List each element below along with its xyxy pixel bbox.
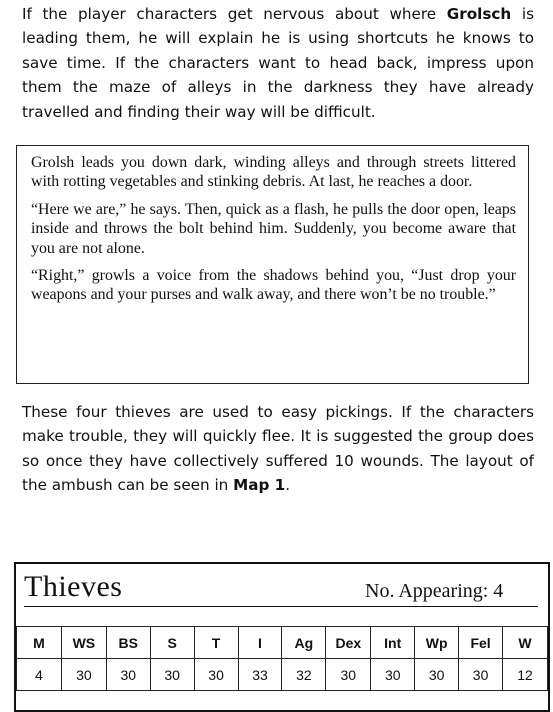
title-rule xyxy=(24,606,538,607)
stat-header-4: T xyxy=(194,627,238,659)
stat-value-3: 30 xyxy=(150,659,194,691)
ambush-text-end: . xyxy=(285,476,291,495)
stat-value-10: 30 xyxy=(459,659,503,691)
stat-header-6: Ag xyxy=(282,627,326,659)
intro-text-start: If the player characters get nervous about where xyxy=(22,5,447,23)
stat-block xyxy=(14,562,550,712)
stat-value-2: 30 xyxy=(106,659,150,691)
ambush-text: These four thieves are used to easy pickings. If the characters make trouble, they will quickly flee. It is suggested the group does so once they have collectively suffered 10 wounds. The layout of the ambush can be seen in xyxy=(22,403,534,495)
read-aloud-paragraph-1: Grolsh leads you down dark, winding alleys and through streets littered with rotting vegetables and stinking debris. At last, he reaches a door. xyxy=(31,154,516,191)
stat-header-5: I xyxy=(238,627,282,659)
stat-header-7: Dex xyxy=(326,627,371,659)
stat-value-0: 4 xyxy=(17,659,62,691)
number-appearing: No. Appearing: 4 xyxy=(365,580,504,602)
stat-header-3: S xyxy=(150,627,194,659)
read-aloud-box xyxy=(16,145,529,384)
map-reference: Map 1 xyxy=(233,476,286,495)
stat-value-8: 30 xyxy=(371,659,415,691)
stat-header-9: Wp xyxy=(415,627,459,659)
stat-value-1: 30 xyxy=(61,659,106,691)
read-aloud-paragraph-3: “Right,” growls a voice from the shadows behind you, “Just drop your weapons and your purses and walk away, and there won’t be no trouble.” xyxy=(31,267,516,304)
stat-value-7: 30 xyxy=(326,659,371,691)
stat-value-6: 32 xyxy=(282,659,326,691)
stats-header-row xyxy=(17,627,548,659)
stat-block-title: Thieves xyxy=(24,570,123,603)
stat-header-10: Fel xyxy=(459,627,503,659)
intro-text-end: is leading them, he will explain he is using shortcuts he knows to save time. If the characters want to head back, impress upon them the maze of alleys in the darkness they have already travelled and finding their way will be difficult. xyxy=(22,5,534,121)
stat-value-11: 12 xyxy=(503,659,548,691)
intro-paragraph xyxy=(22,2,534,124)
stat-value-9: 30 xyxy=(415,659,459,691)
stat-value-4: 30 xyxy=(194,659,238,691)
stat-header-1: WS xyxy=(61,627,106,659)
stats-value-row xyxy=(17,659,548,691)
stats-table xyxy=(16,626,548,691)
read-aloud-paragraph-2: “Here we are,” he says. Then, quick as a flash, he pulls the door open, leaps inside and throws the bolt behind him. Suddenly, you become aware that you are not alone. xyxy=(31,200,516,257)
stat-header-0: M xyxy=(17,627,62,659)
stat-header-11: W xyxy=(503,627,548,659)
npc-name: Grolsch xyxy=(446,5,512,23)
stat-header-2: BS xyxy=(106,627,150,659)
stat-value-5: 33 xyxy=(238,659,282,691)
stat-header-8: Int xyxy=(371,627,415,659)
ambush-paragraph xyxy=(22,400,534,498)
